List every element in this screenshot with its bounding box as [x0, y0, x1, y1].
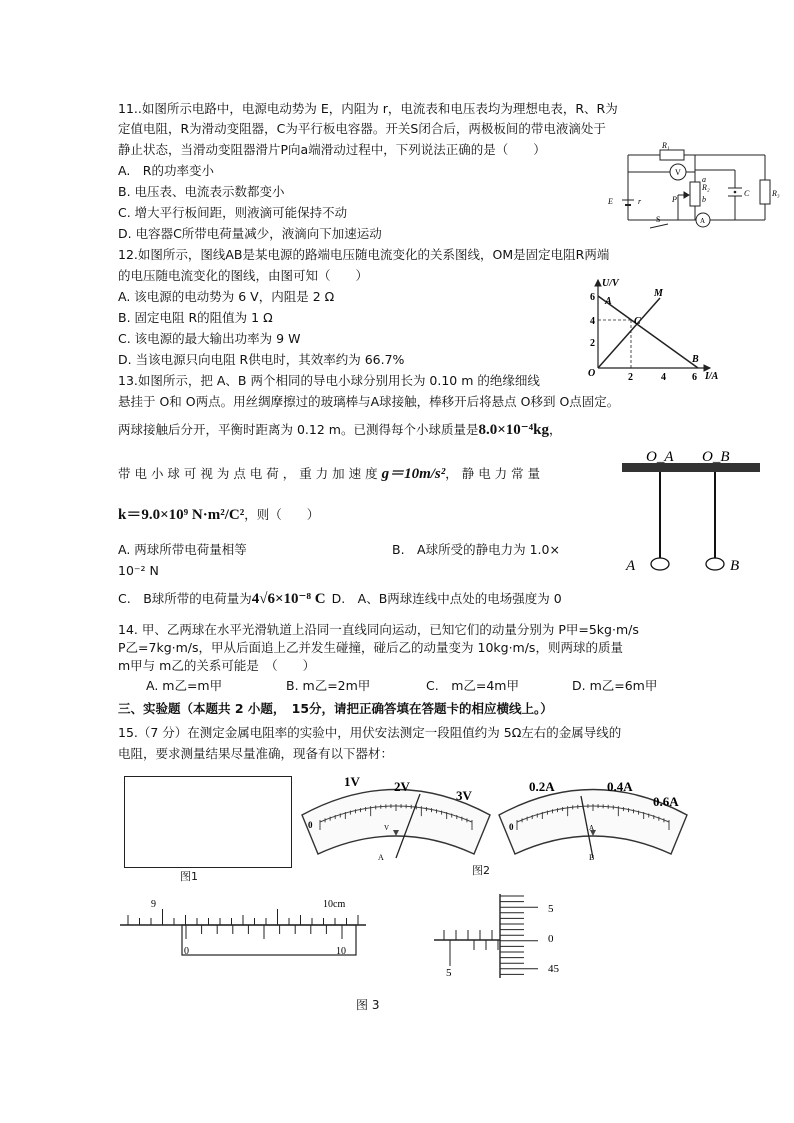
q14-line3: m甲与 m乙的关系可能是 （ ）: [118, 658, 316, 673]
v-label-3: 3V: [456, 788, 472, 803]
vernier-caliper: [118, 895, 368, 965]
fig3-caption: 图 3: [356, 998, 380, 1012]
a-label-3: 0.6A: [653, 794, 679, 809]
q11-circuit-diagram: [600, 140, 790, 240]
label-oa: O_A: [646, 449, 674, 465]
vernier-10: 10: [336, 946, 346, 957]
tick-x2: 2: [628, 372, 633, 383]
a-meter-name: B: [589, 853, 595, 862]
v-unit: V: [384, 824, 390, 832]
tick-y4: 4: [590, 316, 595, 327]
q13-line1: 13.如图所示，把 A、B 两个相同的导电小球分别用长为 0.10 m 的绝缘细线: [118, 373, 540, 388]
ball-a: [651, 558, 669, 570]
q13-k-value: k＝9.0×10⁹ N·m²/C²: [118, 507, 245, 523]
point-m-label: M: [654, 288, 663, 299]
label-ob: O_B: [702, 449, 730, 465]
q13-option-b-cont: 10⁻² N: [118, 563, 159, 578]
q11-stem-line3: 静止状态，当滑动变阻器滑片P向a端滑动过程中，下列说法正确的是（ ）: [118, 142, 546, 157]
q11-option-b: B. 电压表、电流表示数都变小: [118, 184, 285, 199]
label-s: S: [656, 215, 661, 224]
a-label-1: 0.2A: [529, 779, 555, 794]
q13-line4-end: ， 静 电 力 常 量: [445, 466, 541, 481]
label-r2: R₂: [702, 183, 710, 192]
q13-line3: [118, 421, 562, 439]
q15-line1: 15.（7 分）在测定金属电阻率的实验中，用伏安法测定一段阻值约为 5Ω左右的金属导线的: [118, 725, 622, 740]
label-e: E: [608, 197, 613, 206]
label-r3: R₃: [772, 189, 780, 198]
tick-y2: 2: [590, 338, 595, 349]
q13-option-d: D. A、B两球连线中点处的电场强度为 0: [331, 591, 562, 606]
q13-line5-end: ，则（ ）: [244, 507, 320, 522]
point-b-label: B: [692, 354, 699, 365]
q13-line4: [118, 465, 540, 483]
ammeter-dial: [495, 770, 691, 862]
label-a: A: [700, 217, 706, 225]
q15-line2: 电阻，要求测量结果尽量准确，现备有以下器材：: [118, 746, 394, 761]
main-scale-10cm: 10cm: [323, 899, 346, 910]
point-a-label: A: [605, 296, 612, 307]
q12-option-d: D. 当该电源只向电阻 R供电时，其效率约为 66.7%: [118, 352, 405, 367]
v-meter-name: A: [378, 853, 384, 862]
q14-option-a: A. m乙=m甲: [146, 678, 223, 693]
q13-line5: [118, 506, 319, 524]
r1-resistor: [660, 150, 684, 160]
tick-x6: 6: [692, 372, 697, 383]
line-ab: [598, 296, 698, 368]
vernier-0: 0: [184, 946, 189, 957]
q12-ui-graph: [588, 276, 719, 383]
thimble-45: 45: [548, 963, 559, 975]
label-ball-a: A: [626, 558, 636, 574]
label-b-end: b: [702, 195, 706, 204]
r3-resistor: [760, 180, 770, 204]
q13-line4-text: 带 电 小 球 可 视 为 点 电 荷 ， 重 力 加 速 度: [118, 466, 378, 481]
a-label-2: 0.4A: [607, 779, 633, 794]
q12-stem-line2: 的电压随电流变化的图线，由图可知（ ）: [118, 268, 369, 283]
main-scale-9: 9: [151, 899, 156, 910]
q14-line1: 14. 甲、乙两球在水平光滑轨道上沿同一直线同向运动，已知它们的动量分别为 P甲=5kg·m/s: [118, 622, 639, 637]
tick-y6: 6: [590, 292, 595, 303]
q13-option-a: A. 两球所带电荷量相等: [118, 542, 247, 557]
q12-option-c: C. 该电源的最大输出功率为 9 W: [118, 331, 301, 346]
ball-b: [706, 558, 724, 570]
a-unit: A: [589, 824, 595, 832]
q12-option-a: A. 该电源的电动势为 6 V，内阻是 2 Ω: [118, 289, 335, 304]
axis-i-label: I/A: [705, 371, 719, 382]
q11-option-a: A. R的功率变小: [118, 163, 214, 178]
label-v: V: [675, 168, 681, 177]
thimble-0: 0: [548, 933, 554, 945]
q13-line3-end: ，: [549, 422, 562, 437]
thimble-5: 5: [548, 903, 554, 915]
q11-option-d: D. 电容器C所带电荷量减少，液滴向下加速运动: [118, 226, 382, 241]
label-p: P: [672, 195, 677, 204]
label-c: C: [744, 189, 750, 198]
sleeve-5: 5: [446, 967, 452, 979]
label-r: r: [638, 197, 642, 206]
q11-stem-line2: 定值电阻，R为滑动变阻器，C为平行板电容器。开关S闭合后，两极板间的带电液滴处于: [118, 121, 606, 136]
q14-line2: P乙=7kg·m/s，甲从后面追上乙并发生碰撞，碰后乙的动量变为 10kg·m/s，则两球的质量: [118, 640, 623, 655]
q14-option-d: D. m乙=6m甲: [572, 678, 658, 693]
axis-u-label: U/V: [602, 278, 619, 289]
q13-line3-text: 两球接触后分开，平衡时距离为 0.12 m。已测得每个小球质量是: [118, 422, 479, 437]
q13-hanging-balls-figure: [622, 450, 762, 580]
q12-option-b: B. 固定电阻 R的阻值为 1 Ω: [118, 310, 273, 325]
origin-label: O: [588, 368, 596, 379]
label-r1: R₁: [662, 141, 670, 150]
label-ball-b: B: [730, 558, 740, 574]
v-label-2: 2V: [394, 779, 410, 794]
q14-option-b: B. m乙=2m甲: [286, 678, 371, 693]
v-zero: 0: [308, 820, 313, 830]
section3-heading: 三、实验题（本题共 2 小题， 15分，请把正确答填在答题卡的相应横线上。）: [118, 701, 553, 716]
point-c-label: C: [634, 316, 641, 327]
a-zero: 0: [509, 822, 514, 832]
r2-rheostat: [690, 182, 700, 206]
label-a-end: a: [702, 175, 706, 184]
q14-option-c: C. m乙=4m甲: [426, 678, 519, 693]
q11-option-c: C. 增大平行板间距，则液滴可能保持不动: [118, 205, 348, 220]
fig2-caption: 图2: [472, 864, 490, 877]
micrometer: [432, 892, 582, 980]
q13-options-cd: [118, 590, 562, 608]
q13-mass: 8.0×10⁻⁴kg: [478, 422, 550, 438]
q12-stem-line1: 12.如图所示，图线AB是某电源的路端电压随电流变化的关系图线，OM是固定电阻R两端: [118, 247, 610, 262]
line-om: [598, 298, 660, 368]
q13-charge: 4√6×10⁻⁸ C: [251, 591, 326, 607]
q11-stem-line1: 11..如图所示电路中，电源电动势为 E，内阻为 r，电流表和电压表均为理想电表，R、R为: [118, 101, 618, 116]
voltmeter-dial: [298, 770, 494, 862]
q13-option-c: C. B球所带的电荷量为: [118, 591, 252, 606]
q13-line2: 悬挂于 O和 O两点。用丝绸摩擦过的玻璃棒与A球接触，棒移开后将悬点 O移到 O点固定。: [118, 394, 620, 409]
q13-option-b: B. A球所受的静电力为 1.0×: [392, 542, 560, 557]
fig1-caption: 图1: [180, 870, 198, 883]
q13-g-value: g＝10m/s²: [381, 466, 446, 482]
fig1-answer-box: [124, 776, 292, 868]
v-label-1: 1V: [344, 774, 360, 789]
tick-x4: 4: [661, 372, 666, 383]
